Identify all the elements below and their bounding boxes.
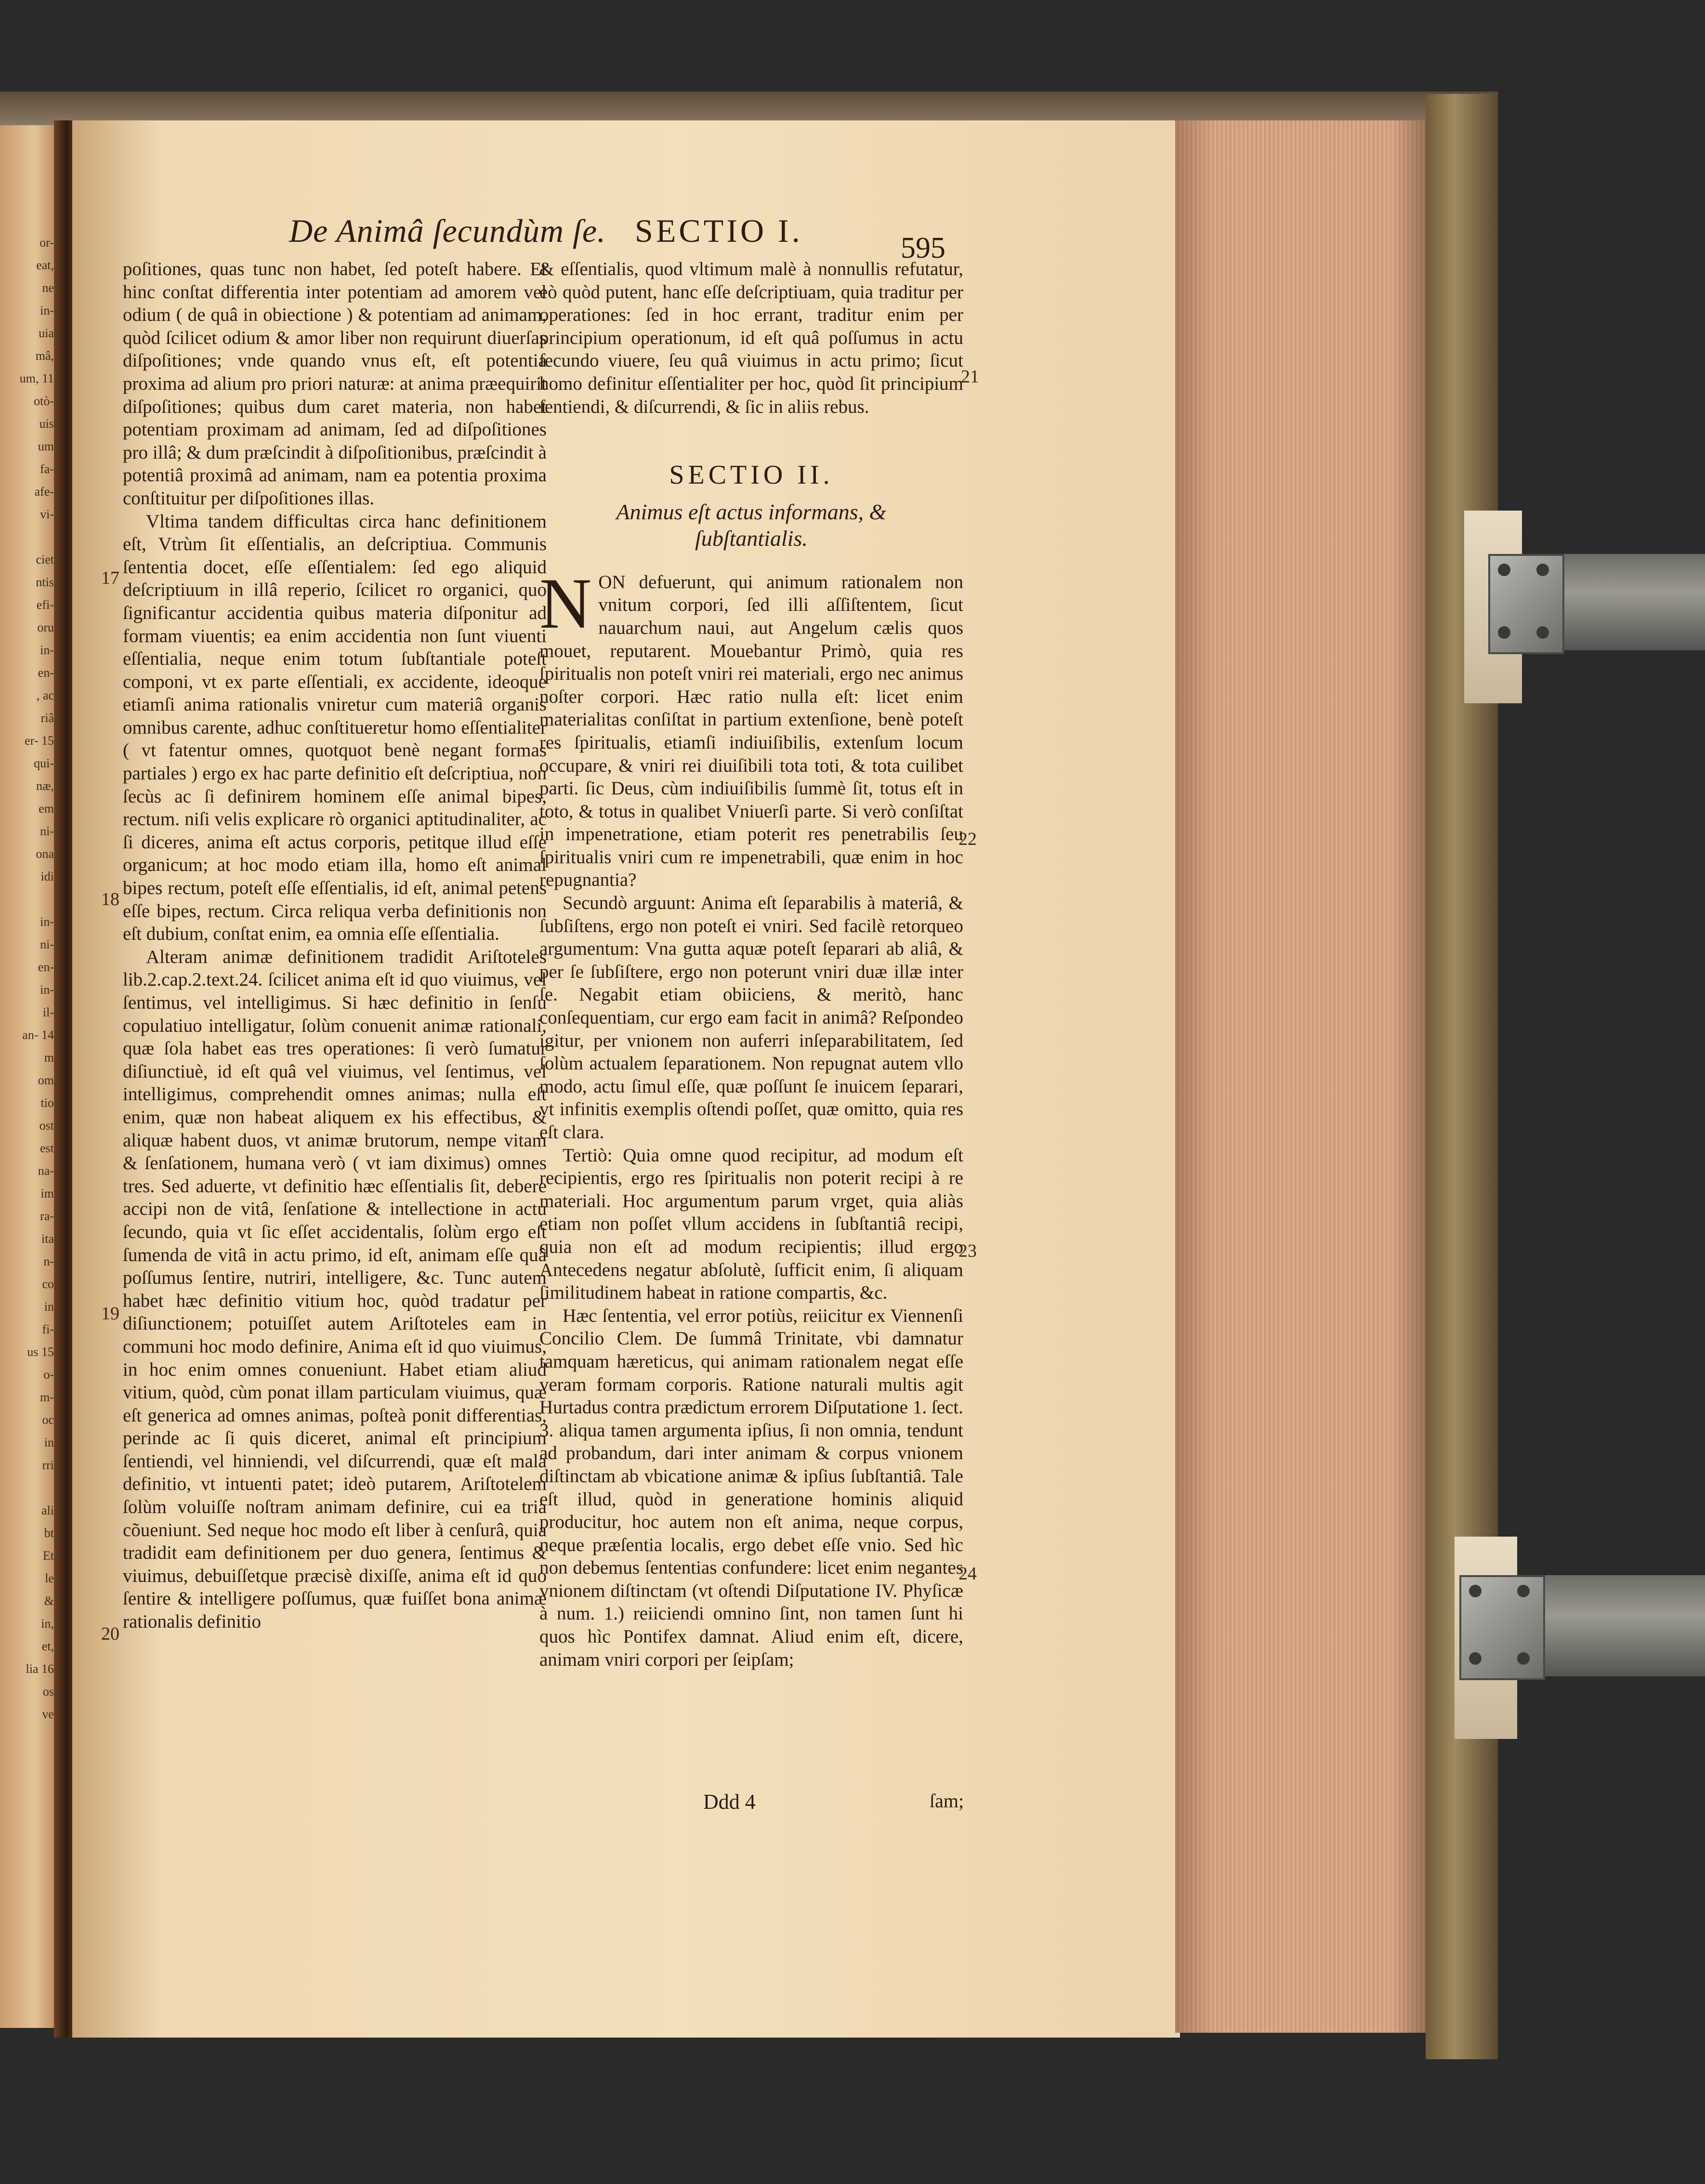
paragraph: Alteram animæ definitionem tradidit Ariſtoteles lib.2.cap.2.text.24. ſcilicet anima eſt id quo viuimus, vel ſentimus, vel intelligimus. Si hæc definitio in ſenſu copulatiuo intelligatur, ſolùm conuenit animæ rationali, quæ ſola habet eas tres operationes: ſi verò ſumatur diſiunctiuè, id eſt quâ vel viuimus, vel ſentimus, vel intelligimus, comprehendit omnes animas; nulla eſt enim, quæ non habeat aliquem ex his effectibus, & aliquæ habent duos, vt animæ brutorum, nempe vitam & ſenſationem, humana verò ( vt iam diximus) omnes tres. Sed aduerte, vt definitio hæc eſſentialis ſit, debere accipi non de vitâ, ſenſatione & intellectione in actu ſecundo, quia vt ſic eſſet accidentalis, ſolùm ergo eſt ſumenda de vitâ in actu primo, id eſt, animam eſſe quâ poſſumus ſentire, nutriri, intelligere, &c. Tunc autem habet hæc definitio vitium hoc, quòd tradatur per diſiunctionem; potuiſſet autem Ariſtoteles eam in communi hoc modo definire, Anima eſt id quo viuimus, in hoc enim omnes conueniunt. Habet etiam aliud vitium, quòd, cùm ponat illam particulam viuimus, quæ eſt generica ad omnes animas, poſteà ponit differentias, perinde ac ſi quis diceret, animal eſt principium ſentiendi, vel hinniendi, vel diſcurrendi, quæ eſt mala definitio, vt intuenti patet; ideò putarem, Ariſtotelem ſolùm voluiſſe noſtram animam definire, cui ea tria cõueniunt. Sed neque hoc modo eſt liber à cenſurâ, quia tradidit eam definitionem per duo genera, ſentimus & viuimus, debuiſſetque præcisè dixiſſe, anima eſt id quo ſentire & intelligere poſſumus, quæ fuiſſet bona animæ rationalis definitio — [123, 946, 547, 1632]
clasp-rivet — [1469, 1585, 1482, 1597]
paragraph: Vltima tandem difficultas circa hanc definitionem eſt, Vtrùm ſit eſſentialis, an deſcriptiua. Communis ſententia docet, eſſe eſſentialem: ſed ego aliquid deſcriptiuum in illâ reperio, ſcilicet ro organici, quo ſignificantur accidentia quibus materia diſponitur ad formam viuentis; ea enim accidentia non ſunt viuenti eſſentialia, neque enim totum ſubſtantiale poteſt componi, vt ex parte eſſentiali, ex accidente, ideoque etiamſi anima rationalis vniretur cum materiâ organis omnibus carente, adhuc conſtitueretur homo eſſentialiter ( vt fatentur omnes, quotquot benè negant formas partiales ) ergo ex hac parte definitio eſt deſcriptiua, non ſecùs ac ſi definirem hominem eſſe animal bipes, rectum. niſi velis explicare rò organici aptitudinaliter, ac ſi diceres, anima eſt actus corporis, petitque illud eſſe organicum; at hoc modo etiam illa, homo eſt animal bipes rectum, poteſt eſſe eſſentialis, id eſt, animal petens eſſe bipes, rectum. Circa reliqua verba definitionis non eſt dubium, conſtat enim, ea omnia eſſe eſſentialia. — [123, 511, 547, 945]
paragraph: Tertiò: Quia omne quod recipitur, ad modum eſt recipientis, ergo res ſpiritualis non poterit recipi à re materiali. Hoc argumentum parum vrget, quia aliàs etiam non poſſet vllum accidens in ſubſtantiâ recipi, quia non eſt ad modum recipientis; illud ergo Antecedens negatur abſolutè, ſufficit enim, ſi aliquam ſimilitudinem habeat in ratione compartis, &c. — [539, 1145, 963, 1303]
page-block-shading — [1175, 120, 1430, 2033]
clasp-rivet — [1517, 1585, 1530, 1597]
margin-number: 24 — [958, 1564, 977, 1584]
clasp-rivet — [1517, 1652, 1530, 1665]
running-head — [289, 212, 803, 250]
clasp-rivet — [1498, 626, 1510, 639]
paragraph: Secundò arguunt: Anima eſt ſeparabilis à materiâ, & ſubſiſtens, ergo non poteſt ei vniri. Sed facilè retorqueo argumentum: Vna gutta aquæ poteſt ſeparari ab aliâ, & per ſe ſubſiſtere, ergo non poterunt vniri duæ illæ inter ſe. Negabit etiam obiiciens, & meritò, hanc conſequentiam, cur ergo eam facit in animâ? Reſpondeo igitur, per vnionem non auferri inſeparabilitatem, ſed ſolùm actualem ſeparationem. Non repugnat autem vllo modo, actu ſimul eſſe, quæ poſſunt ſe inuicem ſeparari, vt infinitis exemplis oſtendi poſſet, quæ omitto, quia res eſt clara. — [539, 893, 963, 1143]
paragraph: poſitiones, quas tunc non habet, ſed poteſt habere. Et hinc conſtat differentia inter potentiam ad amorem vel odium ( de quâ in obiectione ) & potentiam ad animam, quòd ſcilicet odium & amor liber non requirunt diuerſas diſpoſitiones; vnde quando vnus eſt, eſt potentia proxima ad alium pro priori naturæ: at anima præequirit diſpoſitiones; quibus dum caret materia, non habet potentiam proximam ad animam, ſed ad diſpoſitiones pro illâ; & dum præſcindit à diſpoſitionibus, præſcindit à potentiâ proximâ ad animam, nam ea potentia proxima conſtituitur per diſpoſitiones illas. — [123, 259, 547, 509]
paragraph: & eſſentialis, quod vltimum malè à nonnullis refutatur, eò quòd putent, hanc eſſe deſcriptiuam, quia traditur per operationes: ſed in hoc errant, traditur enim per principium operationum, id eſt quâ poſſumus in actu ſecundo viuere, ſeu quâ viuimus in actu primo; ſicut homo definitur eſſentialiter per hoc, quòd ſit principium ſentiendi, & diſcurrendi, & ſic in aliis rebus. — [539, 259, 963, 417]
margin-number: 20 — [101, 1624, 119, 1644]
paragraph-text: ON defuerunt, qui animum rationalem non vnitum corpori, ſed illi aſſiſtentem, ſicut nauarchum naui, aut Angelum cælis quos mouet, reputarent. Mouebantur Primò, quia res ſpiritualis non poteſt vniri rei materiali, ergo nec animus noſter corpori. Hæc ratio nulla eſt: licet enim materialitas conſiſtat in partium extenſione, benè poteſt res ſpiritualis, etiamſi indiuiſibilis, extenſum locum occupare, & vniri rei diuiſibili tota toti, & tota cuilibet parti. ſic Deus, cùm indiuiſibilis ſummè ſit, totus eſt in toto, & totus in qualibet Vniuerſi parte. Si verò conſiſtat in impenetratione, etiam poterit res penetrabilis ſeu ſpiritualis vniri cum re impenetrabili, quæ enim in hoc repugnantia? — [539, 571, 963, 891]
drop-cap: N — [539, 563, 592, 644]
margin-number: 23 — [958, 1241, 977, 1261]
margin-number: 21 — [961, 367, 979, 387]
section-heading: SECTIO II. — [669, 460, 834, 490]
text-column-right — [539, 258, 963, 1671]
clasp-rivet — [1498, 564, 1510, 576]
page-number: 595 — [901, 232, 945, 264]
section-title: Animus eſt actus informans, & ſubſtantialis. — [616, 499, 887, 551]
book-cover-edge — [1426, 94, 1498, 2059]
clasp-rivet — [1469, 1652, 1482, 1665]
text-column-left — [123, 258, 547, 1633]
clasp-rivet — [1536, 626, 1549, 639]
left-page-margin-text: or- eat, ne in- uia mâ, um, 11 otò- uis um fa- afe- vi- ciet ntis efi- oru in- en- , ac riâ er- 15 qui- næ, em ni- ona idi in- ni- en- in- il- an- 14 m om tio ost est na- im ra- ita n- co in fi- us 15 o- m- oc in rri ali bt Et le & in, et, lia 16 os ve — [19, 236, 54, 1721]
running-head-title: De Animâ ſecundùm ſe. — [289, 212, 606, 249]
margin-number: 22 — [958, 829, 977, 849]
margin-number: 17 — [101, 568, 119, 588]
margin-number: 19 — [101, 1303, 119, 1324]
catchword: ſam; — [930, 1790, 964, 1812]
margin-number: 18 — [101, 889, 119, 909]
running-head-section: SECTIO I. — [635, 212, 803, 249]
clasp-rivet — [1536, 564, 1549, 576]
signature-mark: Ddd 4 — [703, 1790, 756, 1814]
paragraph: Hæc ſententia, vel error potiùs, reiicitur ex Viennenſi Concilio Clem. De ſummâ Trinitate, vbi damnatur tamquam hæreticus, qui animam rationalem negat eſſe veram formam corporis. Ratione naturali multis agit Hurtadus contra prædictum errorem Diſputatione 1. ſect. 3. aliqua tamen argumenta ipſius, ſi non omnia, tendunt ad probandum, dari inter animam & corpus vnionem diſtinctam ab vbicatione animæ & ipſius ſubſtantiâ. Tale eſt illud, quòd in generatione hominis aliquid producitur, hoc autem non eſt anima, neque corpus, neque præſentia localis, ergo debet eſſe vnio. Sed hìc non debemus ſententias confundere: licet enim negantes vnionem diſtinctam (vt oſtendi Diſputatione IV. Phyſicæ à num. 1.) reiiciendi omnino ſint, non tamen ſunt hi quos hìc Pontifex damnat. Aliud enim eſt, dicere, animam vniri corpori per ſeipſam; — [539, 1305, 963, 1670]
paragraph — [539, 563, 963, 892]
